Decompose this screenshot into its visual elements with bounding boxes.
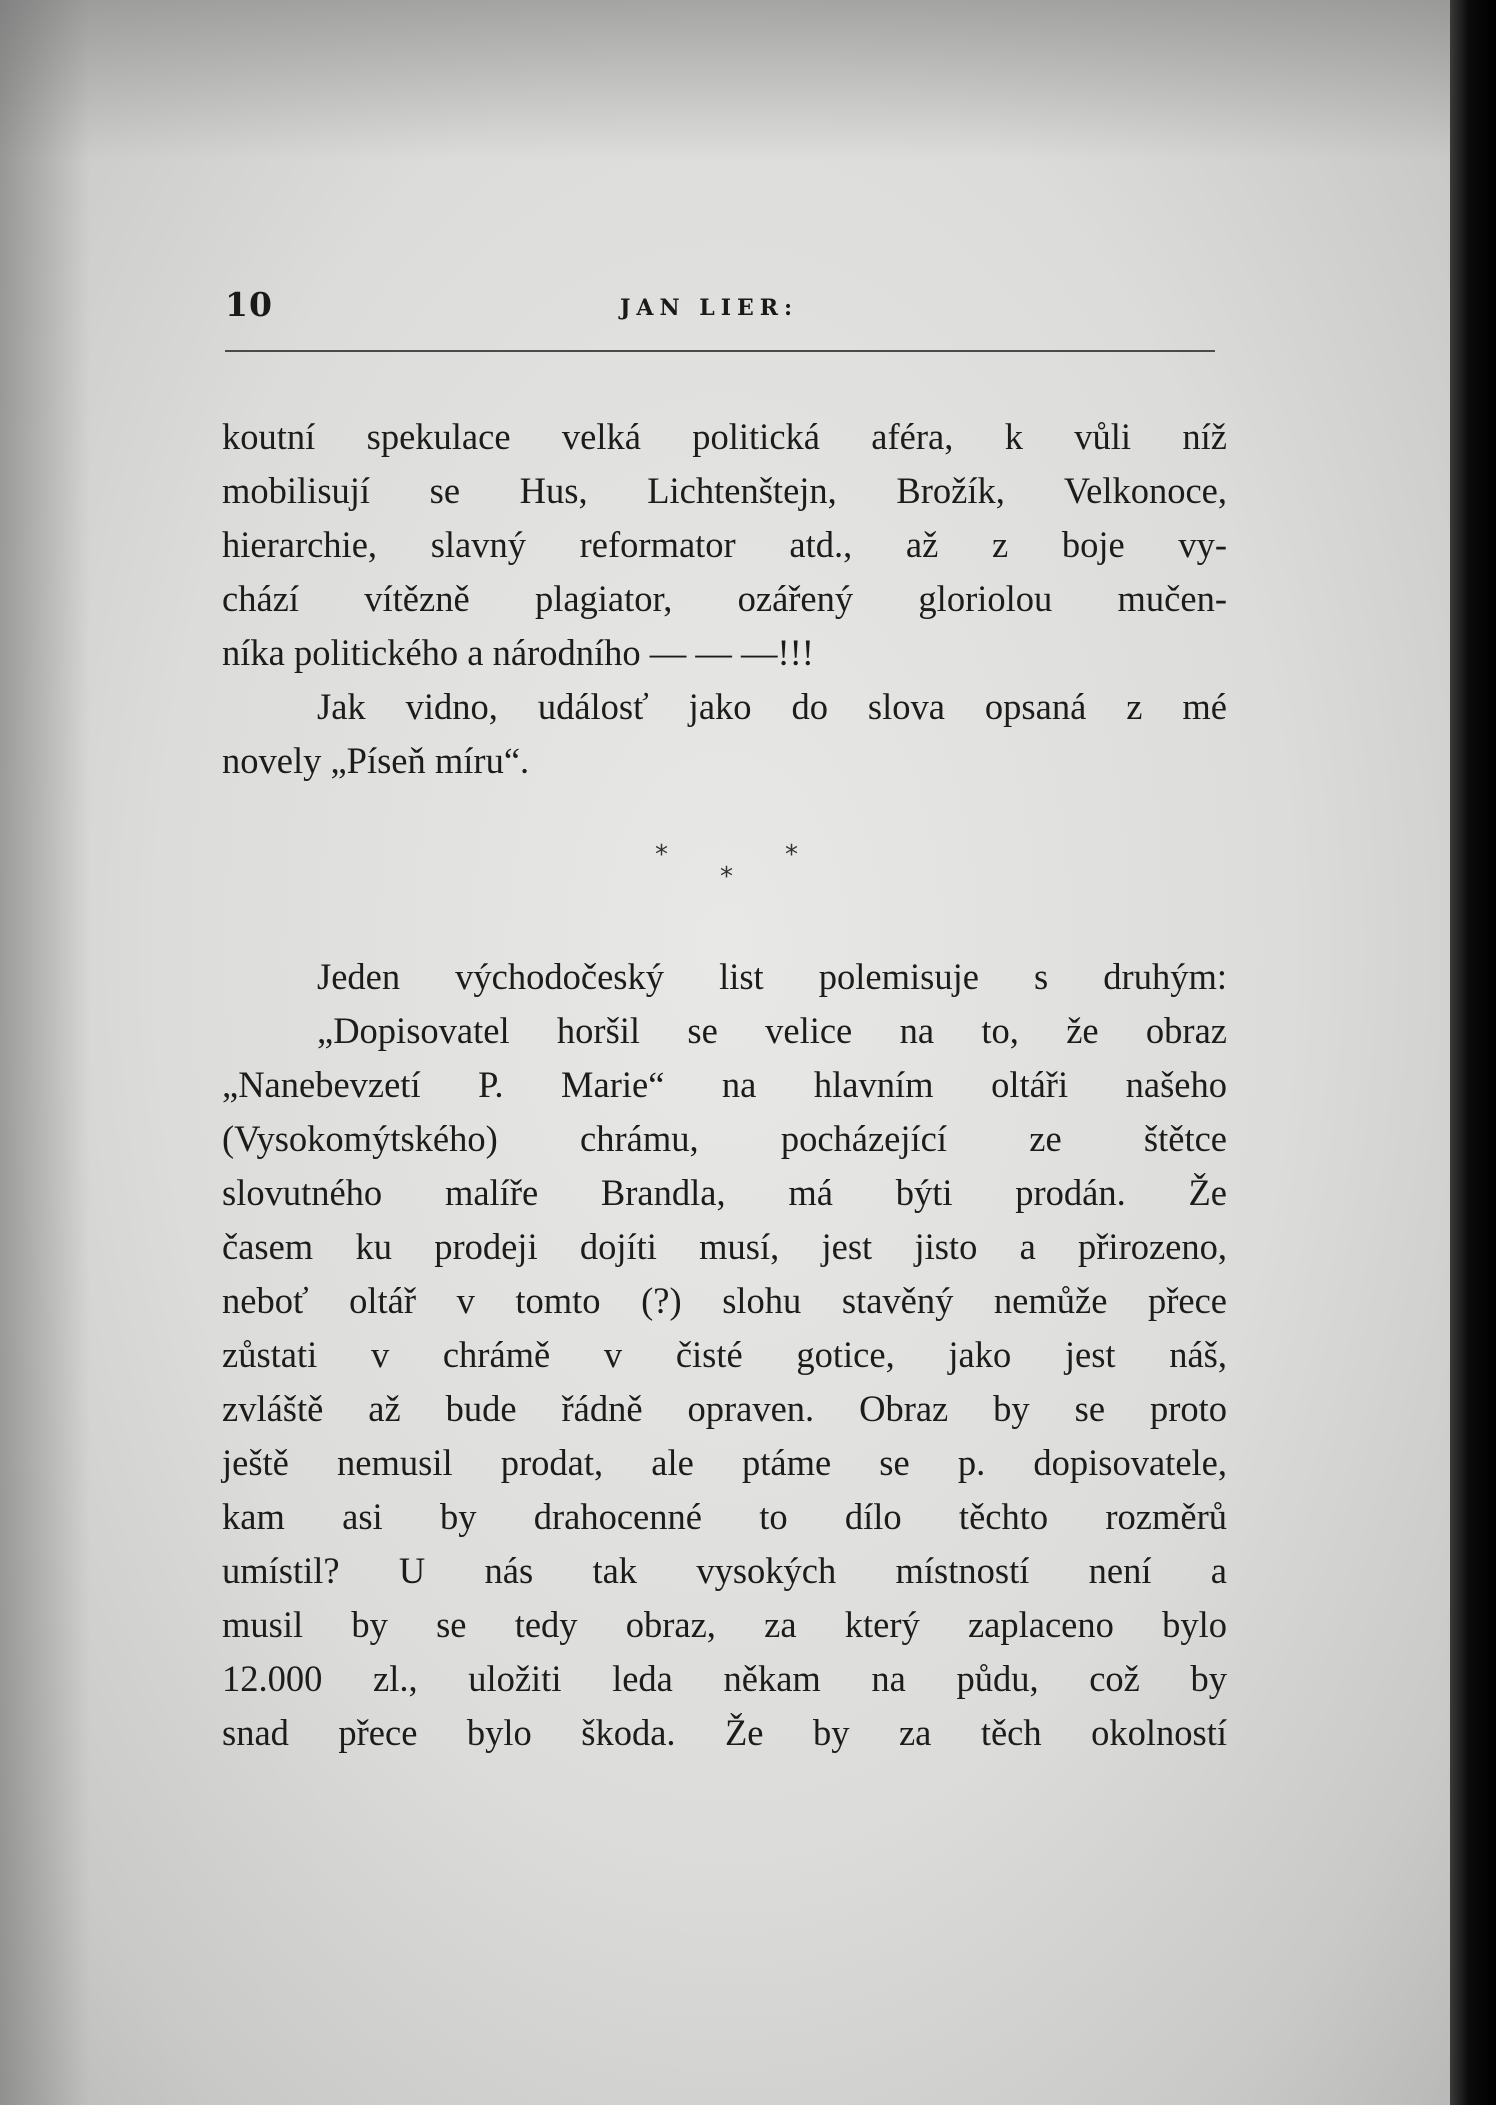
text-line: časem ku prodeji dojíti musí, jest jisto a přirozeno, <box>222 1226 1227 1267</box>
text-line: hierarchie, slavný reformator atd., až z boje vy- <box>222 524 1227 565</box>
page-header <box>225 285 1215 335</box>
text-line: 12.000 zl., uložiti leda někam na půdu, což by <box>222 1658 1227 1699</box>
text-block-upper <box>222 410 1227 788</box>
asterism-star: * <box>785 840 798 870</box>
section-asterism <box>640 840 810 900</box>
text-line: Jak vidno, událosť jako do slova opsaná z mé <box>317 686 1227 727</box>
text-line: zvláště až bude řádně opraven. Obraz by se proto <box>222 1388 1227 1429</box>
text-line: umístil? U nás tak vysokých místností není a <box>222 1550 1227 1591</box>
book-gutter-shadow <box>1450 0 1496 2105</box>
text-line: Jeden východočeský list polemisuje s druhým: <box>317 956 1227 997</box>
text-line: kam asi by drahocenné to dílo těchto rozměrů <box>222 1496 1227 1537</box>
text-line: koutní spekulace velká politická aféra, k vůli níž <box>222 416 1227 457</box>
text-block-lower <box>222 950 1227 1760</box>
text-line: mobilisují se Hus, Lichtenštejn, Brožík, Velkonoce, <box>222 470 1227 511</box>
running-head: JAN LIER: <box>620 295 799 321</box>
text-line: snad přece bylo škoda. Že by za těch okolností <box>222 1712 1227 1753</box>
text-line: novely „Píseň míru“. <box>222 740 530 781</box>
text-line: ještě nemusil prodat, ale ptáme se p. dopisovatele, <box>222 1442 1227 1483</box>
text-line: níka politického a národního — — —!!! <box>222 632 814 673</box>
page-number: 10 <box>225 285 273 324</box>
text-line: (Vysokomýtského) chrámu, pocházející ze štětce <box>222 1118 1227 1159</box>
text-line: chází vítězně plagiator, ozářený gloriolou mučen- <box>222 578 1227 619</box>
text-line: zůstati v chrámě v čisté gotice, jako jest náš, <box>222 1334 1227 1375</box>
header-rule <box>225 350 1215 352</box>
asterism-star: * <box>720 862 733 892</box>
text-line: „Dopisovatel horšil se velice na to, že obraz <box>317 1010 1227 1051</box>
text-line: musil by se tedy obraz, za který zaplaceno bylo <box>222 1604 1227 1645</box>
text-line: slovutného malíře Brandla, má býti prodán. Že <box>222 1172 1227 1213</box>
text-line: neboť oltář v tomto (?) slohu stavěný nemůže přece <box>222 1280 1227 1321</box>
text-line: „Nanebevzetí P. Marie“ na hlavním oltáři našeho <box>222 1064 1227 1105</box>
asterism-star: * <box>655 840 668 870</box>
